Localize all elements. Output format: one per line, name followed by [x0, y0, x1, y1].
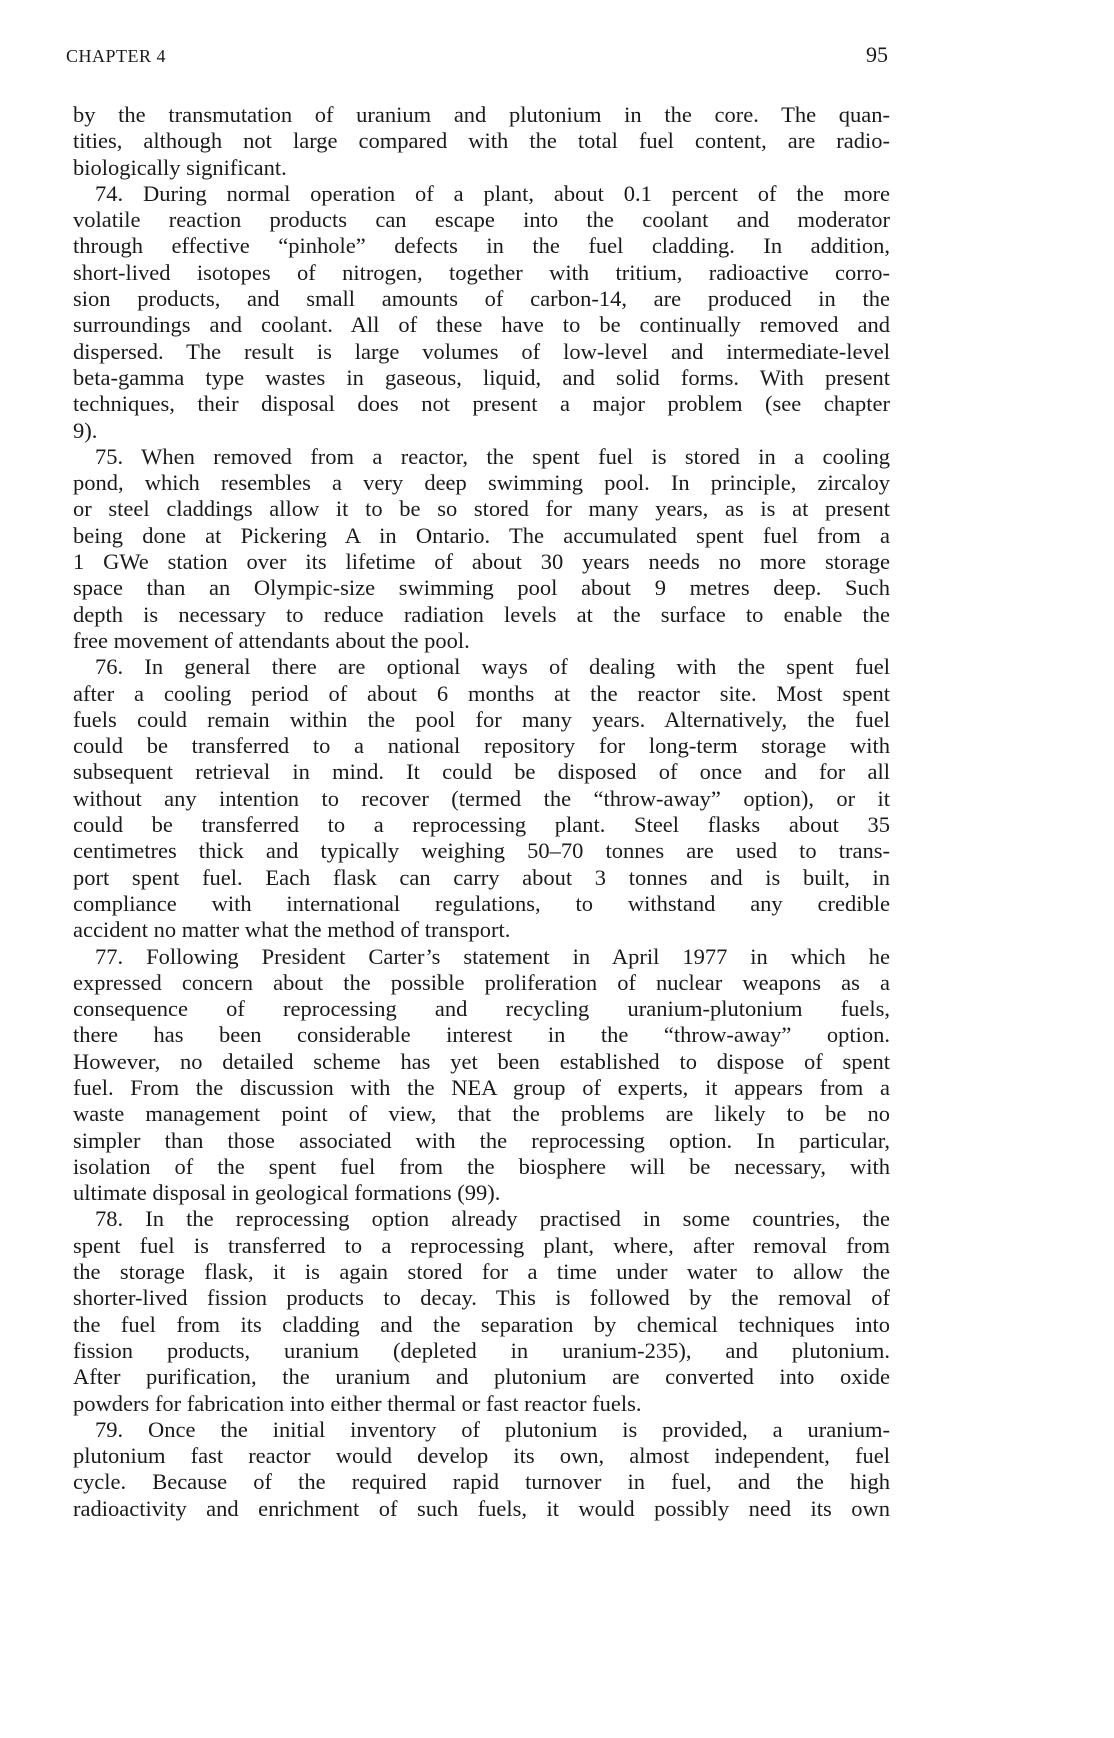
text-line: through effective “pinhole” defects in the fuel cladding. In addition,	[73, 233, 890, 259]
text-line: volatile reaction products can escape into the coolant and moderator	[73, 207, 890, 233]
text-line: dispersed. The result is large volumes of low-level and intermediate-level	[73, 338, 890, 364]
text-line: the fuel from its cladding and the separation by chemical techniques into	[73, 1311, 890, 1337]
text-line: isolation of the spent fuel from the biosphere will be necessary, with	[73, 1153, 890, 1179]
paragraph	[73, 444, 890, 654]
text-line: depth is necessary to reduce radiation levels at the surface to enable the	[73, 601, 890, 627]
text-line: the storage flask, it is again stored for a time under water to allow the	[73, 1259, 890, 1285]
text-line: surroundings and coolant. All of these have to be continually removed and	[73, 312, 890, 338]
text-line: radioactivity and enrichment of such fuels, it would possibly need its own	[73, 1495, 890, 1521]
paragraph	[73, 1417, 890, 1522]
body-text	[73, 102, 890, 1522]
text-line: spent fuel is transferred to a reprocessing plant, where, after removal from	[73, 1232, 890, 1258]
paragraph	[73, 654, 890, 943]
text-line: 74. During normal operation of a plant, about 0.1 percent of the more	[95, 180, 890, 206]
text-line: 78. In the reprocessing option already practised in some countries, the	[95, 1206, 890, 1232]
text-line: or steel claddings allow it to be so stored for many years, as is at present	[73, 496, 890, 522]
paragraph	[73, 102, 890, 181]
text-line: powders for fabrication into either thermal or fast reactor fuels.	[73, 1390, 642, 1416]
text-line: centimetres thick and typically weighing 50–70 tonnes are used to trans-	[73, 838, 890, 864]
text-line: 9).	[73, 417, 98, 443]
text-line: tities, although not large compared with the total fuel content, are radio-	[73, 128, 890, 154]
text-line: being done at Pickering A in Ontario. The accumulated spent fuel from a	[73, 522, 890, 548]
text-line: could be transferred to a reprocessing plant. Steel flasks about 35	[73, 812, 890, 838]
text-line: cycle. Because of the required rapid turnover in fuel, and the high	[73, 1469, 890, 1495]
text-line: fuel. From the discussion with the NEA group of experts, it appears from a	[73, 1074, 890, 1100]
text-line: without any intention to recover (termed the “throw-away” option), or it	[73, 785, 890, 811]
text-line: 76. In general there are optional ways of dealing with the spent fuel	[95, 654, 890, 680]
text-line: space than an Olympic-size swimming pool about 9 metres deep. Such	[73, 575, 890, 601]
text-line: 77. Following President Carter’s statement in April 1977 in which he	[95, 943, 890, 969]
text-line: port spent fuel. Each flask can carry about 3 tonnes and is built, in	[73, 864, 890, 890]
text-line: However, no detailed scheme has yet been established to dispose of spent	[73, 1048, 890, 1074]
text-line: 1 GWe station over its lifetime of about 30 years needs no more storage	[73, 549, 890, 575]
text-line: fission products, uranium (depleted in uranium-235), and plutonium.	[73, 1337, 890, 1363]
paragraph	[73, 1206, 890, 1416]
text-line: simpler than those associated with the reprocessing option. In particular,	[73, 1127, 890, 1153]
text-line: waste management point of view, that the problems are likely to be no	[73, 1101, 890, 1127]
text-line: expressed concern about the possible proliferation of nuclear weapons as a	[73, 969, 890, 995]
text-line: shorter-lived fission products to decay. This is followed by the removal of	[73, 1285, 890, 1311]
text-line: short-lived isotopes of nitrogen, together with tritium, radioactive corro-	[73, 259, 890, 285]
text-line: ultimate disposal in geological formations (99).	[73, 1180, 501, 1206]
text-line: consequence of reprocessing and recycling uranium-plutonium fuels,	[73, 996, 890, 1022]
text-line: biologically significant.	[73, 154, 287, 180]
page-number: 95	[866, 42, 888, 67]
text-line: sion products, and small amounts of carbon-14, are produced in the	[73, 286, 890, 312]
text-line: free movement of attendants about the pool.	[73, 627, 470, 653]
text-line: subsequent retrieval in mind. It could be disposed of once and for all	[73, 759, 890, 785]
page-header	[66, 42, 888, 72]
text-line: plutonium fast reactor would develop its own, almost independent, fuel	[73, 1443, 890, 1469]
paragraph	[73, 181, 890, 444]
text-line: After purification, the uranium and plutonium are converted into oxide	[73, 1364, 890, 1390]
text-line: fuels could remain within the pool for many years. Alternatively, the fuel	[73, 706, 890, 732]
text-line: there has been considerable interest in the “throw-away” option.	[73, 1022, 890, 1048]
text-line: could be transferred to a national repository for long-term storage with	[73, 733, 890, 759]
text-line: 75. When removed from a reactor, the spent fuel is stored in a cooling	[95, 443, 890, 469]
text-line: compliance with international regulations, to withstand any credible	[73, 890, 890, 916]
running-head: CHAPTER 4	[66, 46, 167, 66]
text-line: techniques, their disposal does not present a major problem (see chapter	[73, 391, 890, 417]
text-line: accident no matter what the method of transport.	[73, 917, 511, 943]
text-line: beta-gamma type wastes in gaseous, liquid, and solid forms. With present	[73, 364, 890, 390]
text-line: after a cooling period of about 6 months at the reactor site. Most spent	[73, 680, 890, 706]
text-line: by the transmutation of uranium and plutonium in the core. The quan-	[73, 102, 890, 127]
text-line: 79. Once the initial inventory of plutonium is provided, a uranium-	[95, 1416, 890, 1442]
paragraph	[73, 944, 890, 1207]
text-line: pond, which resembles a very deep swimming pool. In principle, zircaloy	[73, 470, 890, 496]
